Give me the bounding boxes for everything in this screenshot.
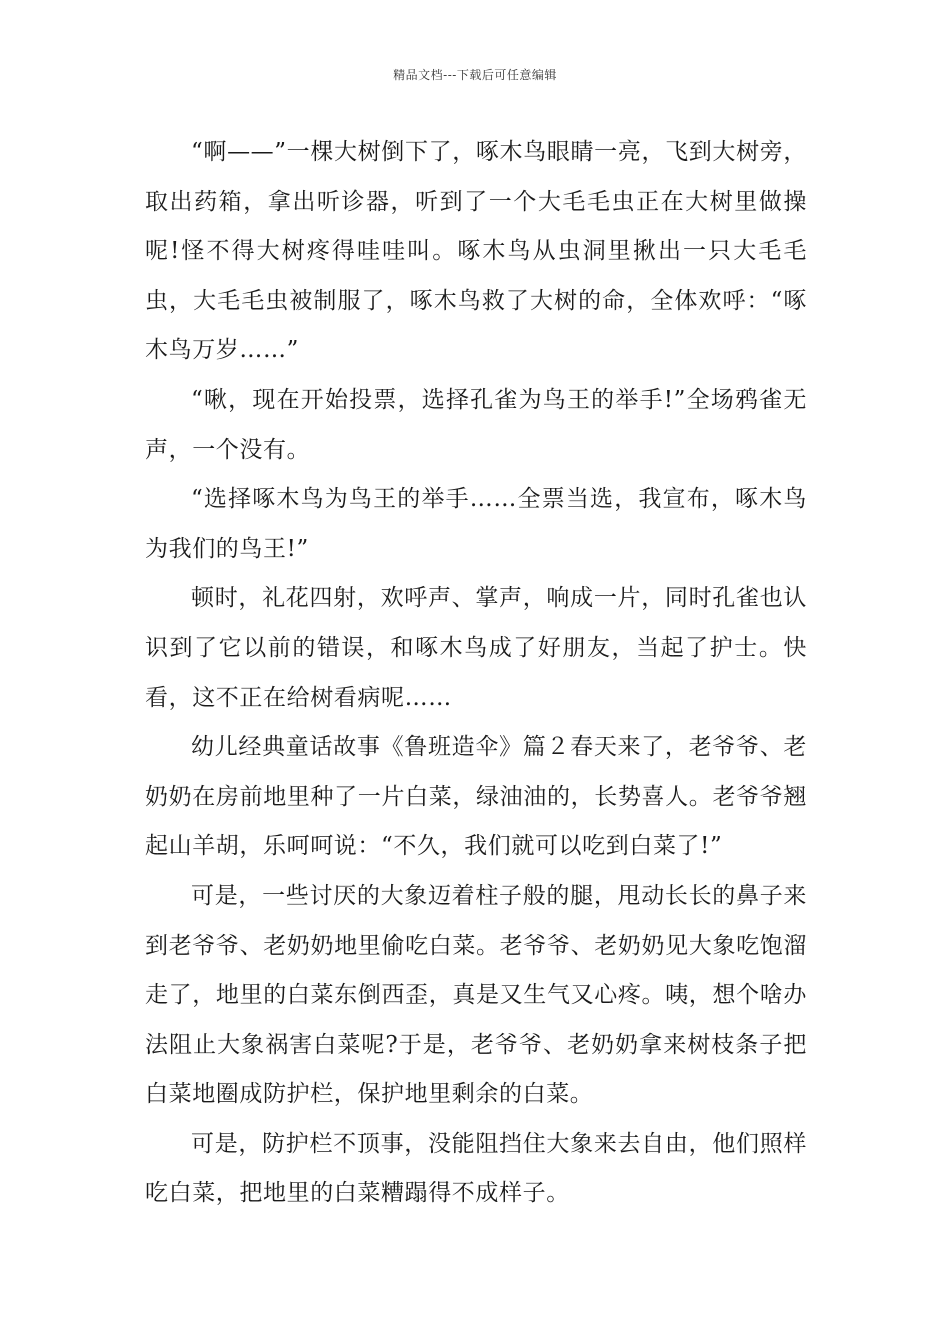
paragraph: “啊——”一棵大树倒下了，啄木鸟眼睛一亮，飞到大树旁，取出药箱，拿出听诊器，听到了一个大毛毛虫正在大树里做操呢!怪不得大树疼得哇哇叫。啄木鸟从虫洞里揪出一只大毛毛虫，大毛毛虫被制服了，啄木鸟救了大树的命，全体欢呼：“啄木鸟万岁……”	[145, 139, 807, 364]
page-header: 精品文档---下载后可任意编辑	[393, 68, 557, 82]
paragraph: 顿时，礼花四射，欢呼声、掌声，响成一片，同时孔雀也认识到了它以前的错误，和啄木鸟成了好朋友，当起了护士。快看，这不正在给树看病呢……	[145, 585, 807, 711]
paragraph: 可是，防护栏不顶事，没能阻挡住大象来去自由，他们照样吃白菜，把地里的白菜糟蹋得不成样子。	[145, 1130, 807, 1207]
paragraph: “啾，现在开始投票，选择孔雀为鸟王的举手!”全场鸦雀无声，一个没有。	[145, 386, 807, 463]
document-body	[145, 128, 807, 1219]
paragraph: 幼儿经典童话故事《鲁班造伞》篇２春天来了，老爷爷、老奶奶在房前地里种了一片白菜，绿油油的，长势喜人。老爷爷翘起山羊胡，乐呵呵说：“不久，我们就可以吃到白菜了!”	[145, 734, 807, 860]
paragraph: “选择啄木鸟为鸟王的举手……全票当选，我宣布，啄木鸟为我们的鸟王!”	[145, 486, 807, 562]
paragraph: 可是，一些讨厌的大象迈着柱子般的腿，甩动长长的鼻子来到老爷爷、老奶奶地里偷吃白菜。老爷爷、老奶奶见大象吃饱溜走了，地里的白菜东倒西歪，真是又生气又心疼。咦，想个啥办法阻止大象祸害白菜呢?于是，老爷爷、老奶奶拿来树枝条子把白菜地圈成防护栏，保护地里剩余的白菜。	[145, 882, 807, 1108]
